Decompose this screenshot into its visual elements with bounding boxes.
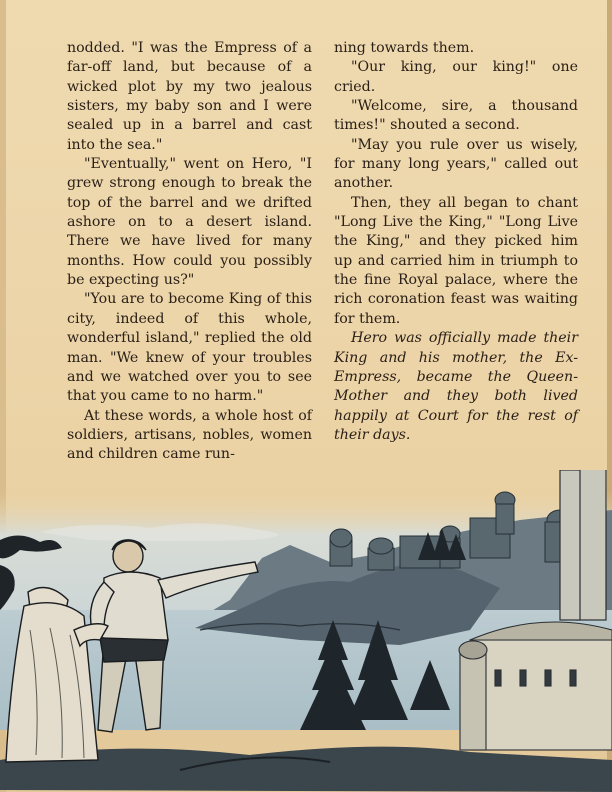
paragraph-crowd-arrives: At these words, a whole host of soldiers, artisans, nobles, women and children came run- [67, 407, 312, 463]
paragraph-hero-story: "Eventually," went on Hero, "I grew strong enough to break the top of the barrel and we drifted ashore on to a desert island. There we have lived for many months. How could you possibly be expecting us?" [67, 156, 312, 289]
paragraph-our-king: "Our king, our king!" one cried. [334, 59, 578, 95]
paragraph-coronation: Then, they all began to chant "Long Live the King," "Long Live the King," and they picked him up and carried him in triumph to the fine Royal palace, where the rich coronation feast was waiting for them. [334, 194, 578, 327]
text-column-left [67, 39, 312, 465]
paragraph-continuation: nodded. "I was the Empress of a far-off land, but because of a wicked plot by my two jealous sisters, my baby son and I were sealed up in a barrel and cast into the sea." [67, 40, 312, 153]
paragraph-old-man-reply: "You are to become King of this city, indeed of this whole, wonderful island," replied the old man. "We knew of your troubles and we watched over you to see that you came to no harm." [67, 291, 312, 405]
palace [459, 622, 612, 750]
illustration-svg [0, 470, 612, 792]
paragraph-running: ning towards them. [334, 40, 475, 56]
paragraph-rule-wisely: "May you rule over us wisely, for many long years," called out another. [334, 136, 578, 192]
paragraph-ending: Hero was officially made their King and his mother, the Ex-Empress, became the Queen-Mother and they both lived happily at Court for the rest of their days. [334, 330, 578, 443]
paragraph-welcome: "Welcome, sire, a thousand times!" shouted a second. [334, 98, 578, 134]
illustration [0, 470, 612, 792]
text-column-right [334, 39, 578, 445]
castle-tower [560, 470, 606, 620]
